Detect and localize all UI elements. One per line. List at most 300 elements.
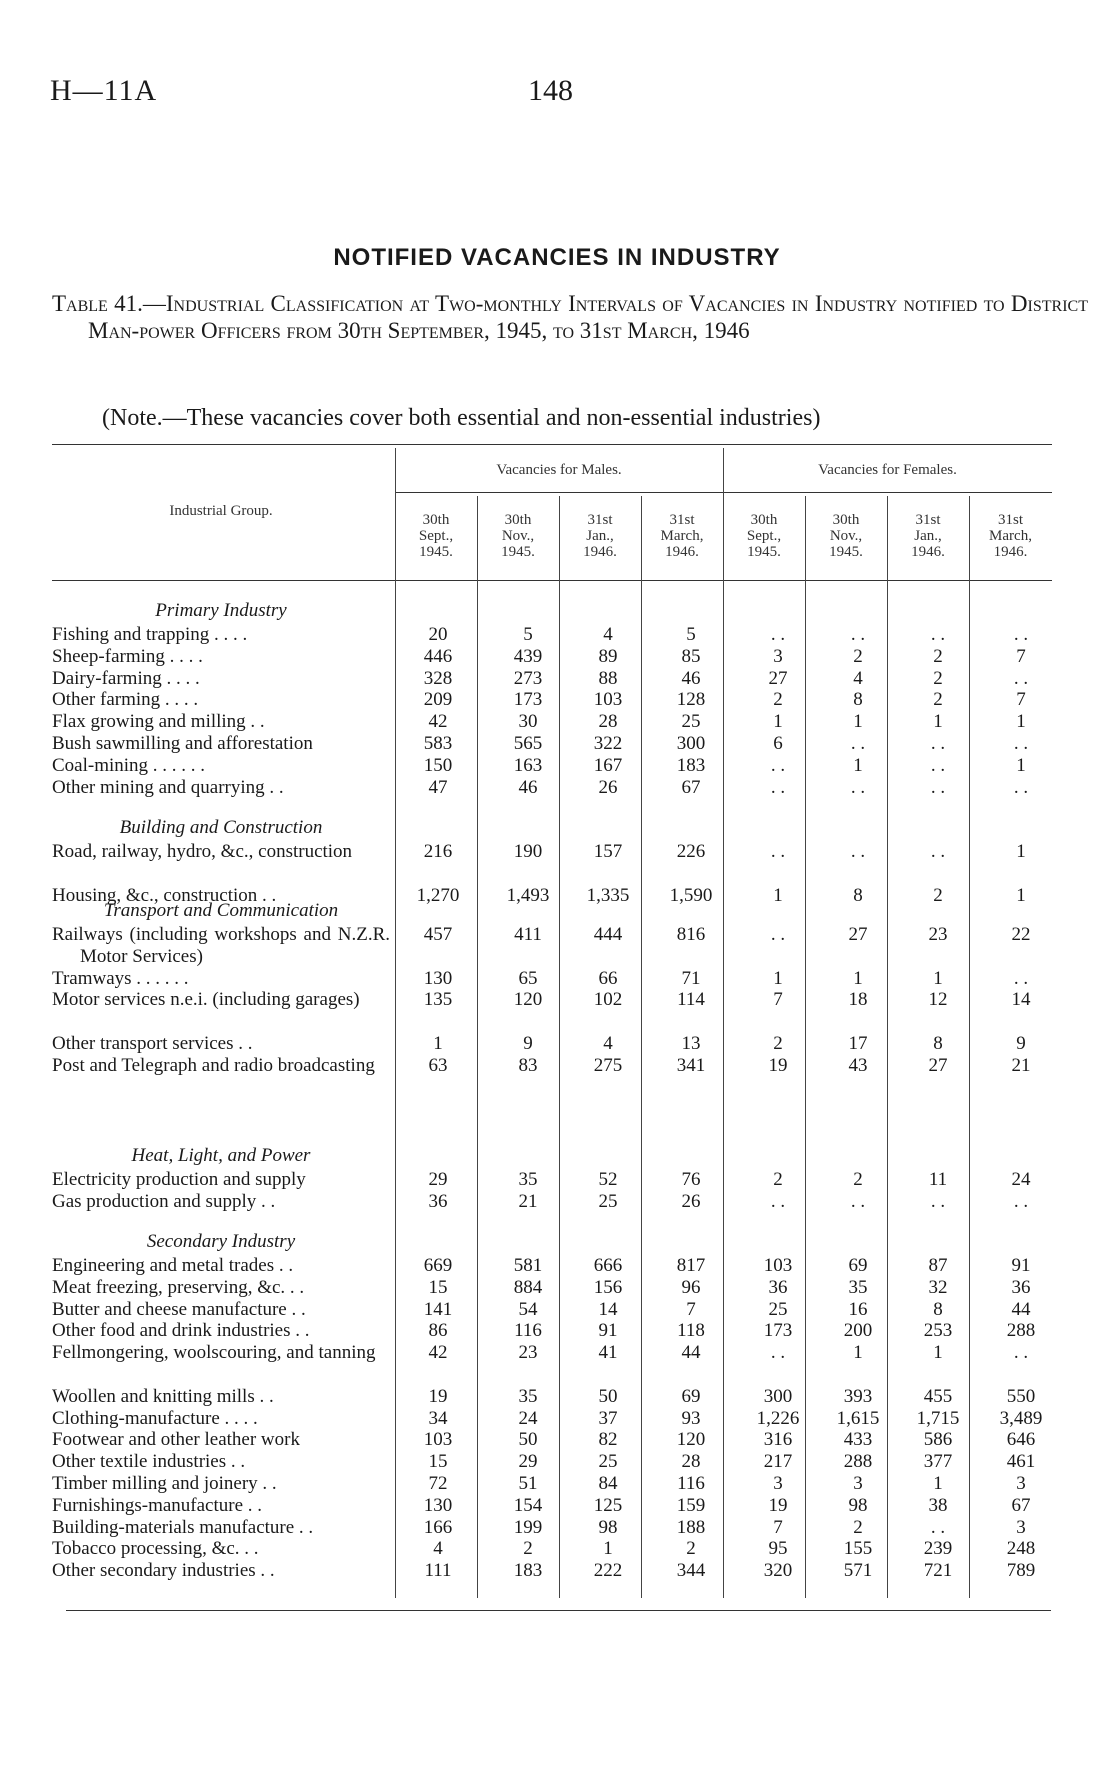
table-cell: 300 [676, 733, 706, 754]
table-cell: 52 [598, 1169, 618, 1190]
column-divider [477, 496, 478, 1598]
table-cell: 816 [676, 924, 706, 945]
table-cell: 1 [773, 967, 783, 989]
table-cell: 20 [428, 624, 448, 645]
table-cell: 51 [518, 1473, 538, 1494]
column-header: 31st Jan., 1946. [583, 512, 617, 560]
table-cell: 44 [1011, 1298, 1031, 1320]
table-cell: 85 [681, 645, 701, 667]
table-cell: 9 [523, 1033, 533, 1054]
table-cell: . . [850, 1190, 866, 1212]
table-cell: 102 [593, 989, 623, 1011]
table-cell: 1,715 [916, 1407, 960, 1429]
table-cell: 166 [423, 1516, 453, 1538]
table-cell: 103 [763, 1255, 793, 1276]
table-cell: . . [770, 776, 786, 798]
table-cell: 300 [763, 1385, 793, 1407]
table-cell: . . [1013, 733, 1029, 754]
table-cell: 2 [933, 689, 943, 711]
table-cell: 721 [923, 1560, 953, 1582]
table-cell: 19 [768, 1054, 788, 1076]
table-cell: 91 [1011, 1255, 1031, 1276]
table-cell: 1 [603, 1538, 613, 1560]
table-cell: 83 [518, 1054, 538, 1076]
table-cell: 116 [677, 1473, 705, 1494]
table-cell: 154 [513, 1494, 543, 1516]
table-cell: 36 [428, 1190, 448, 1212]
table-cell: 156 [593, 1276, 623, 1298]
table-cell: 433 [843, 1429, 873, 1451]
table-cell: 34 [428, 1407, 448, 1429]
row-label: Other food and drink industries . . [52, 1320, 310, 1342]
table-cell: . . [1013, 967, 1029, 989]
table-cell: . . [770, 1190, 786, 1212]
table-cell: 1 [933, 1342, 943, 1364]
table-cell: 12 [928, 989, 948, 1011]
table-cell: 411 [514, 924, 542, 945]
table-cell: 669 [423, 1255, 453, 1276]
table-cell: 183 [676, 754, 706, 776]
table-cell: 125 [593, 1494, 623, 1516]
table-cell: 98 [598, 1516, 618, 1538]
table-cell: 86 [428, 1320, 448, 1342]
table-cell: 29 [428, 1169, 448, 1190]
table-cell: 439 [513, 645, 543, 667]
group-header: Industrial Group. [169, 503, 273, 519]
table-cell: 87 [928, 1255, 948, 1276]
table-cell: 789 [1006, 1560, 1036, 1582]
table-cell: 47 [428, 776, 448, 798]
table-cell: 66 [598, 967, 618, 989]
table-cell: 188 [676, 1516, 706, 1538]
table-cell: 1,615 [836, 1407, 880, 1429]
table-cell: 28 [681, 1451, 701, 1473]
table-cell: 30 [518, 711, 538, 733]
table-cell: 7 [1016, 645, 1026, 667]
table-cell: 120 [676, 1429, 706, 1451]
section-title: Heat, Light, and Power [131, 1145, 311, 1166]
table-cell: 23 [518, 1342, 538, 1364]
table-cell: 84 [598, 1473, 618, 1494]
row-label: Railways (including workshops and N.Z.R. Motor Services) [52, 924, 390, 967]
row-label: Gas production and supply . . [52, 1190, 276, 1212]
table-cell: 581 [513, 1255, 543, 1276]
page-header [50, 74, 1050, 114]
table-cell: 46 [518, 776, 538, 798]
table-cell: 4 [603, 1033, 613, 1054]
table-cell: 377 [923, 1451, 953, 1473]
table-cell: 82 [598, 1429, 618, 1451]
table-cell: 67 [1011, 1494, 1031, 1516]
table-cell: 8 [933, 1033, 943, 1054]
row-label: Motor services n.e.i. (including garages) [52, 989, 360, 1011]
table-cell: 103 [423, 1429, 453, 1451]
table-cell: 3,489 [999, 1407, 1043, 1429]
table-cell: 1 [1016, 711, 1026, 733]
females-header: Vacancies for Females. [818, 462, 957, 478]
table-cell: 217 [763, 1451, 793, 1473]
table-cell: 1,226 [756, 1407, 800, 1429]
row-label: Road, railway, hydro, &c., construction [52, 841, 353, 862]
table-cell: . . [1013, 624, 1029, 645]
table-cell: 8 [933, 1298, 943, 1320]
table-cell: 1 [853, 711, 863, 733]
table-cell: 583 [423, 733, 453, 754]
column-divider [395, 448, 396, 1598]
table-cell: 248 [1006, 1538, 1036, 1560]
table-cell: 163 [513, 754, 543, 776]
row-label: Fishing and trapping . . . . [52, 624, 248, 645]
table-cell: 222 [593, 1560, 623, 1582]
table-cell: 2 [773, 1033, 783, 1054]
table-cell: 46 [681, 667, 701, 689]
table-cell: 646 [1006, 1429, 1036, 1451]
table-cell: . . [850, 841, 866, 862]
row-label: Flax growing and milling . . [52, 711, 265, 733]
table-cell: 3 [853, 1473, 863, 1494]
table-cell: 65 [518, 967, 538, 989]
table-cell: 15 [428, 1276, 448, 1298]
table-cell: 27 [848, 924, 868, 945]
table-cell: 4 [433, 1538, 443, 1560]
table-cell: 88 [598, 667, 618, 689]
table-cell: 32 [928, 1276, 948, 1298]
table-cell: 130 [423, 967, 453, 989]
row-label: Meat freezing, preserving, &c. . . [52, 1276, 305, 1298]
table-cell: 3 [1016, 1473, 1026, 1494]
table-cell: 1 [1016, 884, 1026, 906]
table-cell: 26 [598, 776, 618, 798]
column-header: 31st March, 1946. [660, 512, 704, 560]
table-cell: 444 [593, 924, 623, 945]
table-cell: 18 [848, 989, 868, 1011]
table-cell: 50 [518, 1429, 538, 1451]
table-cell: 167 [593, 754, 623, 776]
table-cell: . . [770, 924, 786, 945]
table-cell: 11 [928, 1169, 948, 1190]
row-label: Post and Telegraph and radio broadcasting [52, 1054, 375, 1076]
table-cell: 216 [423, 841, 453, 862]
table-cell: 22 [1011, 924, 1031, 945]
table-cell: 666 [593, 1255, 623, 1276]
table-cell: 173 [513, 689, 543, 711]
table-cell: 76 [681, 1169, 701, 1190]
table-cell: 141 [423, 1298, 453, 1320]
table-cell: . . [850, 776, 866, 798]
table-cell: . . [930, 776, 946, 798]
table-note: (Note.—These vacancies cover both essential and non-essential industries) [102, 405, 821, 431]
table-cell: . . [1013, 667, 1029, 689]
table-cell: 118 [677, 1320, 705, 1342]
table-cell: 19 [768, 1494, 788, 1516]
males-header: Vacancies for Males. [496, 462, 622, 478]
table-cell: 2 [933, 645, 943, 667]
table-cell: 1 [853, 754, 863, 776]
table-cell: 1 [1016, 841, 1026, 862]
table-cell: 41 [598, 1342, 618, 1364]
table-cell: . . [1013, 1190, 1029, 1212]
table-cell: 116 [514, 1320, 542, 1342]
table-cell: 1 [933, 967, 943, 989]
table-cell: 393 [843, 1385, 873, 1407]
table-cell: 461 [1006, 1451, 1036, 1473]
table-cell: . . [770, 624, 786, 645]
table-cell: 21 [1011, 1054, 1031, 1076]
table-cell: 1 [933, 711, 943, 733]
column-header: 31st March, 1946. [989, 512, 1032, 560]
table-cell: 571 [843, 1560, 873, 1582]
row-label: Sheep-farming . . . . [52, 645, 203, 667]
table-bottom-rule [66, 1610, 1051, 1611]
table-cell: . . [850, 733, 866, 754]
table-cell: 173 [763, 1320, 793, 1342]
table-cell: 226 [676, 841, 706, 862]
table-cell: 8 [853, 689, 863, 711]
column-header: 30th Sept., 1945. [746, 512, 782, 560]
column-header: 30th Sept., 1945. [418, 512, 454, 560]
table-cell: 19 [428, 1385, 448, 1407]
table-cell: 322 [593, 733, 623, 754]
table-cell: 21 [518, 1190, 538, 1212]
table-cell: 25 [598, 1190, 618, 1212]
table-cell: 2 [773, 689, 783, 711]
table-cell: 7 [773, 1516, 783, 1538]
table-cell: 25 [598, 1451, 618, 1473]
table-cell: 69 [681, 1385, 701, 1407]
table-cell: 209 [423, 689, 453, 711]
table-cell: 446 [423, 645, 453, 667]
table-cell: 1 [933, 1473, 943, 1494]
table-cell: . . [850, 624, 866, 645]
table-cell: 2 [933, 667, 943, 689]
table-cell: 36 [768, 1276, 788, 1298]
row-label: Other transport services . . [52, 1033, 253, 1054]
table-cell: 114 [677, 989, 705, 1011]
table-cell: 9 [1016, 1033, 1026, 1054]
table-cell: 157 [593, 841, 623, 862]
table-cell: 288 [1006, 1320, 1036, 1342]
table-cell: 2 [853, 1169, 863, 1190]
row-label: Tobacco processing, &c. . . [52, 1538, 259, 1560]
column-header: 30th Nov., 1945. [829, 512, 863, 560]
table-cell: 273 [513, 667, 543, 689]
table-cell: 7 [686, 1298, 696, 1320]
document-code: H—11A [50, 74, 158, 107]
table-cell: 91 [598, 1320, 618, 1342]
table-cell: 5 [523, 624, 533, 645]
table-cell: 316 [763, 1429, 793, 1451]
table-cell: 95 [768, 1538, 788, 1560]
table-cell: 2 [523, 1538, 533, 1560]
table-cell: 4 [853, 667, 863, 689]
table-cell: 103 [593, 689, 623, 711]
table-cell: 130 [423, 1494, 453, 1516]
table-cell: 3 [773, 645, 783, 667]
table-cell: 4 [603, 624, 613, 645]
table-cell: 320 [763, 1560, 793, 1582]
table-cell: 328 [423, 667, 453, 689]
row-label: Housing, &c., construction . . [52, 884, 277, 906]
table-cell: 1,590 [669, 884, 713, 906]
table-cell: 7 [773, 989, 783, 1011]
row-label: Building-materials manufacture . . [52, 1516, 314, 1538]
row-label: Bush sawmilling and afforestation [52, 733, 313, 754]
table-cell: 27 [768, 667, 788, 689]
table-cell: . . [930, 1190, 946, 1212]
table-cell: 24 [1011, 1169, 1031, 1190]
table-cell: 24 [518, 1407, 538, 1429]
table-cell: 341 [676, 1054, 706, 1076]
table-cell: 23 [928, 924, 948, 945]
table-cell: 72 [428, 1473, 448, 1494]
table-cell: 884 [513, 1276, 543, 1298]
table-cell: . . [1013, 1342, 1029, 1364]
table-cell: 155 [843, 1538, 873, 1560]
table-cell: 63 [428, 1054, 448, 1076]
table-cell: 288 [843, 1451, 873, 1473]
table-cell: 54 [518, 1298, 538, 1320]
table-cell: 35 [848, 1276, 868, 1298]
table-cell: 199 [513, 1516, 543, 1538]
table-cell: 253 [923, 1320, 953, 1342]
table-cell: 1 [773, 884, 783, 906]
table-cell: 190 [513, 841, 543, 862]
row-label: Woollen and knitting mills . . [52, 1385, 274, 1407]
table-cell: 44 [681, 1342, 701, 1364]
table-cell: 239 [923, 1538, 953, 1560]
column-header: 31st Jan., 1946. [911, 512, 945, 560]
table-cell: 3 [773, 1473, 783, 1494]
table-cell: 5 [686, 624, 696, 645]
table-cell: 14 [1011, 989, 1031, 1011]
table-cell: 26 [681, 1190, 701, 1212]
row-label: Electricity production and supply [52, 1169, 306, 1190]
table-cell: . . [930, 624, 946, 645]
table-cell: . . [930, 841, 946, 862]
table-cell: 29 [518, 1451, 538, 1473]
table-cell: 455 [923, 1385, 953, 1407]
row-label: Engineering and metal trades . . [52, 1255, 294, 1276]
table-cell: 1 [1016, 754, 1026, 776]
table-cell: . . [770, 841, 786, 862]
table-cell: 37 [598, 1407, 618, 1429]
table-cell: 50 [598, 1385, 618, 1407]
table-cell: 25 [768, 1298, 788, 1320]
row-label: Butter and cheese manufacture . . [52, 1298, 306, 1320]
row-label: Dairy-farming . . . . [52, 667, 200, 689]
table-cell: 817 [676, 1255, 706, 1276]
table-cell: 1 [433, 1033, 443, 1054]
row-label: Other mining and quarrying . . [52, 776, 284, 798]
row-label: Other textile industries . . [52, 1451, 246, 1473]
table-cell: 275 [593, 1054, 623, 1076]
table-cell: 2 [853, 1516, 863, 1538]
table-cell: 1,493 [506, 884, 550, 906]
table-caption: Table 41.—Industrial Classification at Two-monthly Intervals of Vacancies in Industry notified to District Man-power Officers from 30th September, 1945, to 31st March, 1946 [52, 291, 1088, 343]
table-cell: 69 [848, 1255, 868, 1276]
table-cell: 15 [428, 1451, 448, 1473]
table-cell: 28 [598, 711, 618, 733]
table-cell: 565 [513, 733, 543, 754]
table-cell: 14 [598, 1298, 618, 1320]
table-cell: 38 [928, 1494, 948, 1516]
table-cell: . . [770, 754, 786, 776]
section-title: Primary Industry [155, 600, 287, 621]
row-label: Clothing-manufacture . . . . [52, 1407, 258, 1429]
table-cell: . . [930, 1516, 946, 1538]
table-cell: 67 [681, 776, 701, 798]
table-cell: 586 [923, 1429, 953, 1451]
table-cell: 71 [681, 967, 701, 989]
table-cell: 183 [513, 1560, 543, 1582]
table-cell: 8 [853, 884, 863, 906]
table-cell: 89 [598, 645, 618, 667]
table-cell: 135 [423, 989, 453, 1011]
table-cell: 25 [681, 711, 701, 733]
table-cell: 2 [853, 645, 863, 667]
table-cell: 457 [423, 924, 453, 945]
table-cell: . . [930, 754, 946, 776]
table-top-rule [52, 444, 1052, 445]
table-cell: . . [930, 733, 946, 754]
table-cell: 7 [1016, 689, 1026, 711]
table-cell: 16 [848, 1298, 868, 1320]
row-label: Other secondary industries . . [52, 1560, 275, 1582]
row-label: Furnishings-manufacture . . [52, 1494, 263, 1516]
table-cell: 2 [773, 1169, 783, 1190]
table-cell: 2 [933, 884, 943, 906]
table-cell: 96 [681, 1276, 701, 1298]
table-cell: 6 [773, 733, 783, 754]
table-cell: 2 [686, 1538, 696, 1560]
section-title: Transport and Communication [103, 900, 339, 921]
table-cell: 93 [681, 1407, 701, 1429]
table-cell: 42 [428, 1342, 448, 1364]
table-cell: 17 [848, 1033, 868, 1054]
column-header: 30th Nov., 1945. [501, 512, 535, 560]
row-label: Coal-mining . . . . . . [52, 754, 206, 776]
table-cell: 1 [853, 967, 863, 989]
page-title: NOTIFIED VACANCIES IN INDUSTRY [333, 244, 781, 271]
table-cell: 13 [681, 1033, 701, 1054]
table-cell: 128 [676, 689, 706, 711]
table-cell: . . [1013, 776, 1029, 798]
table-cell: 550 [1006, 1385, 1036, 1407]
page-number: 148 [528, 74, 573, 107]
table-cell: 43 [848, 1054, 868, 1076]
table-cell: 1,270 [416, 884, 460, 906]
table-cell: 1,335 [586, 884, 630, 906]
table-cell: 150 [423, 754, 453, 776]
table-cell: 36 [1011, 1276, 1031, 1298]
header-bottom-rule [52, 580, 1052, 581]
row-label: Fellmongering, woolscouring, and tanning [52, 1342, 376, 1364]
table-cell: 159 [676, 1494, 706, 1516]
table-cell: 42 [428, 711, 448, 733]
table-cell: 27 [928, 1054, 948, 1076]
table-cell: 1 [853, 1342, 863, 1364]
table-cell: 344 [676, 1560, 706, 1582]
table-cell: 1 [773, 711, 783, 733]
section-title: Secondary Industry [146, 1231, 296, 1252]
table-cell: 98 [848, 1494, 868, 1516]
table-cell: 35 [518, 1169, 538, 1190]
table-cell: 120 [513, 989, 543, 1011]
table-cell: 111 [424, 1560, 452, 1582]
table-cell: 35 [518, 1385, 538, 1407]
table-cell: . . [770, 1342, 786, 1364]
row-label: Footwear and other leather work [52, 1429, 300, 1451]
